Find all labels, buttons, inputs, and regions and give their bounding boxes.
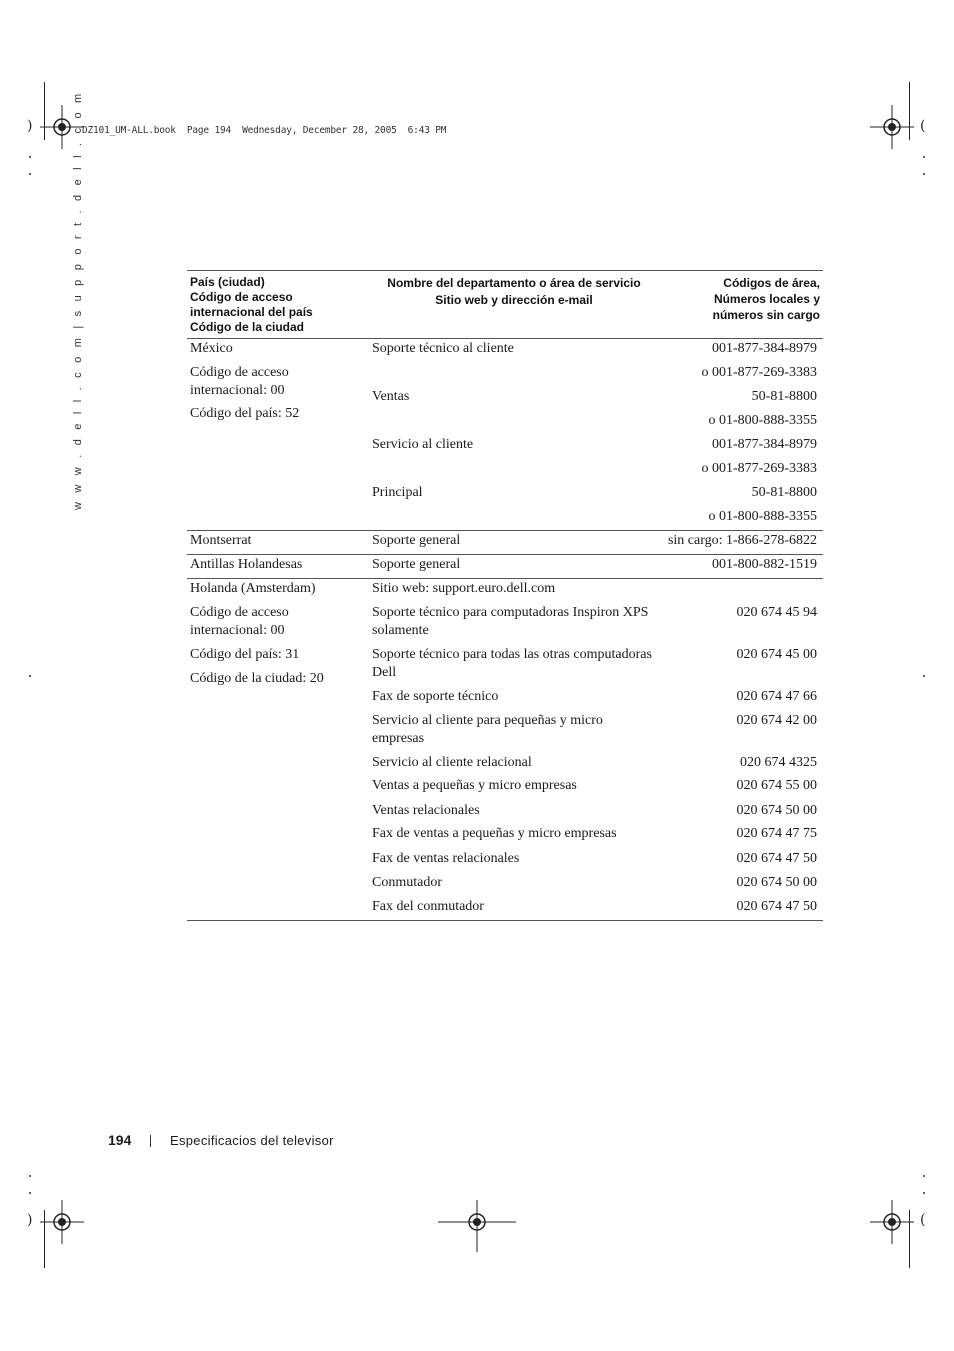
phone-number: o 001-877-269-3383 (701, 365, 817, 380)
phone-number: 020 674 42 00 (736, 713, 817, 728)
service-name: Fax de ventas a pequeñas y micro empresas (372, 826, 617, 841)
phone-number: sin cargo: 1-866-278-6822 (667, 533, 817, 548)
country-name: Antillas Holandesas (190, 557, 303, 572)
phone-number: 020 674 45 94 (736, 605, 817, 620)
header-col-numbers: Códigos de área, Números locales y números sin cargo (712, 276, 820, 322)
service-name: Servicio al cliente para pequeñas y micro empresas (372, 713, 603, 746)
table-rule (187, 920, 823, 921)
service-name: Soporte general (372, 533, 461, 548)
section-title: Especificacios del televisor (170, 1133, 334, 1148)
country-name: Holanda (Amsterdam) (190, 581, 316, 596)
website-line: Sitio web: support.euro.dell.com (372, 581, 556, 596)
service-name: Conmutador (372, 875, 442, 890)
table-rule (187, 554, 823, 555)
phone-number: 50-81-8800 (751, 389, 817, 404)
phone-number: o 001-877-269-3383 (701, 461, 817, 476)
service-name: Soporte técnico al cliente (372, 341, 514, 356)
country-name: México (190, 341, 233, 356)
access-code: Código de acceso internacional: 00 (190, 605, 289, 638)
phone-number: 001-800-882-1519 (712, 557, 817, 572)
service-name: Servicio al cliente (372, 437, 474, 452)
phone-number: 020 674 4325 (740, 755, 817, 770)
registration-mark-icon (870, 105, 914, 149)
service-name: Servicio al cliente relacional (372, 755, 532, 770)
print-header: DZ101_UM-ALL.book Page 194 Wednesday, December 28, 2005 6:43 PM (82, 125, 447, 136)
registration-mark-icon (870, 1200, 914, 1244)
registration-mark-icon (438, 1200, 516, 1252)
country-code: Código del país: 31 (190, 647, 300, 662)
city-code: Código de la ciudad: 20 (190, 671, 324, 686)
phone-number: o 01-800-888-3355 (708, 509, 817, 524)
country-code: Código del país: 52 (190, 406, 300, 421)
registration-mark-icon (40, 1200, 84, 1244)
service-name: Ventas (372, 389, 410, 404)
service-name: Fax del conmutador (372, 899, 484, 914)
phone-number: 020 674 45 00 (736, 647, 817, 662)
phone-number: 50-81-8800 (751, 485, 817, 500)
access-code: Código de acceso internacional: 00 (190, 365, 289, 398)
page-number: 194 (108, 1132, 132, 1148)
service-name: Soporte técnico para computadoras Inspiron XPS solamente (372, 605, 649, 638)
table-rule (187, 530, 823, 531)
phone-number: 001-877-384-8979 (712, 341, 817, 356)
footer-divider (150, 1135, 151, 1147)
phone-number: 020 674 50 00 (736, 803, 817, 818)
phone-number: 020 674 47 75 (736, 826, 817, 841)
phone-number: 020 674 47 50 (736, 899, 817, 914)
service-name: Ventas relacionales (372, 803, 480, 818)
phone-number: 020 674 47 50 (736, 851, 817, 866)
phone-number: 020 674 47 66 (736, 689, 817, 704)
table-rule (187, 338, 823, 339)
country-name: Montserrat (190, 533, 252, 548)
service-name: Principal (372, 485, 423, 500)
header-col-country: País (ciudad) Código de acceso internacional del país Código de la ciudad (190, 275, 313, 334)
service-name: Soporte general (372, 557, 461, 572)
service-name: Soporte técnico para todas las otras computadoras Dell (372, 647, 652, 680)
service-name: Ventas a pequeñas y micro empresas (372, 778, 577, 793)
phone-number: 001-877-384-8979 (712, 437, 817, 452)
phone-number: o 01-800-888-3355 (708, 413, 817, 428)
service-name: Fax de soporte técnico (372, 689, 499, 704)
header-col-service: Nombre del departamento o área de servicio Sitio web y dirección e-mail (387, 276, 641, 307)
table-rule (187, 270, 823, 271)
table-rule (187, 578, 823, 579)
phone-number: 020 674 55 00 (736, 778, 817, 793)
phone-number: 020 674 50 00 (736, 875, 817, 890)
website-link[interactable]: support.euro.dell.com (432, 581, 556, 596)
service-name: Fax de ventas relacionales (372, 851, 520, 866)
side-url: w w w . d e l l . c o m | s u p p o r t . d e l l . c o m (72, 90, 84, 510)
